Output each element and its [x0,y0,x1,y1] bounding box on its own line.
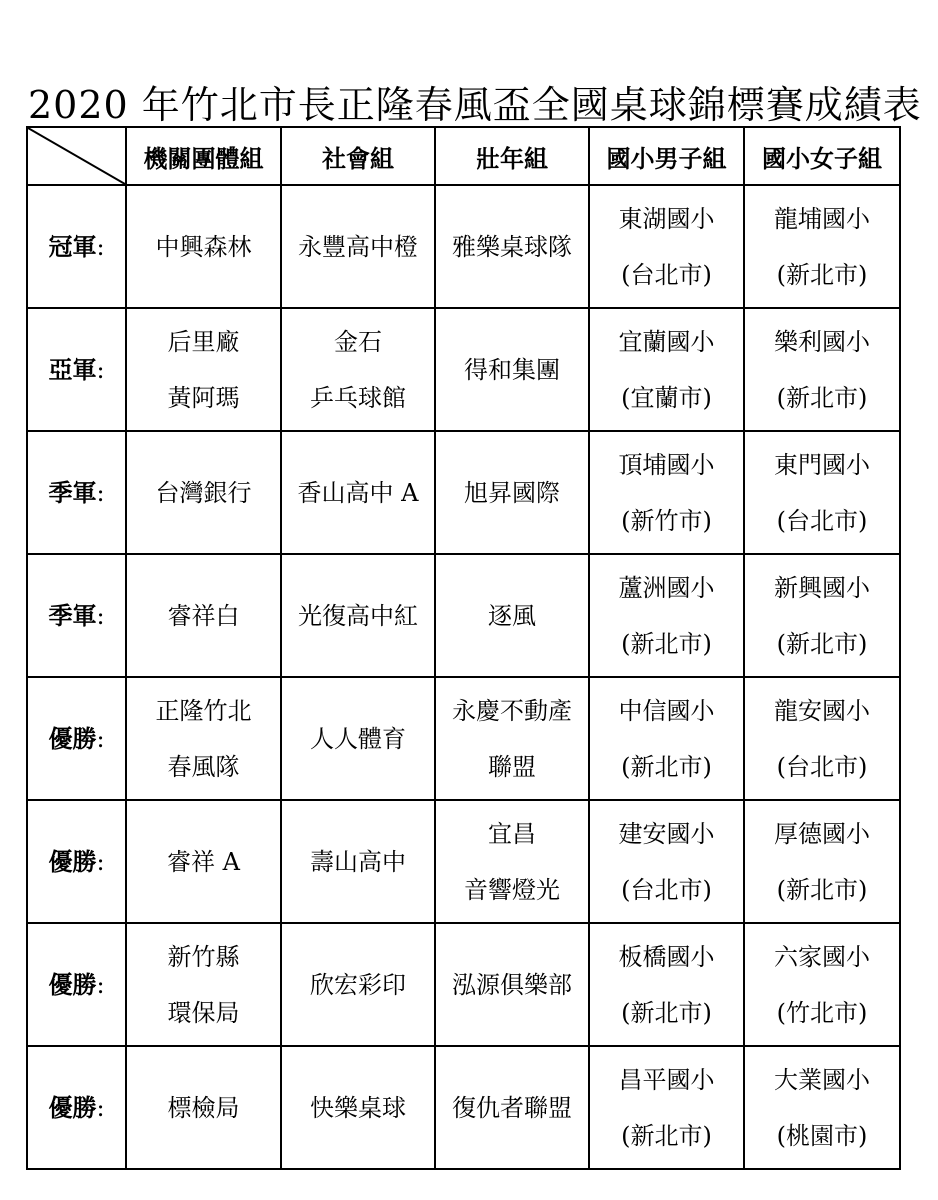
table-row [27,308,900,431]
result-cell [435,554,589,677]
result-cell [126,1046,281,1169]
team-name: 快樂桌球 [310,1093,406,1122]
rank-label: 冠軍 [48,232,97,261]
result-cell [281,554,435,677]
rank-cell [27,1046,126,1169]
header-row [27,127,900,185]
team-name: 龍安國小 [774,696,870,725]
team-name: 頂埔國小 [618,450,715,479]
result-cell [589,923,744,1046]
team-location: (新北市) [621,1121,712,1150]
result-cell [281,1046,435,1169]
result-cell [744,554,900,677]
rank-separator: : [96,232,105,261]
corner-cell [27,127,126,185]
result-cell [281,923,435,1046]
team-name: 大業國小 [774,1065,870,1094]
header-division-social: 社會組 [281,127,435,185]
table-row [27,554,900,677]
rank-separator: : [96,478,105,507]
team-name-line: 黃阿瑪 [167,383,240,412]
rank-cell [27,800,126,923]
team-name-line: 音響燈光 [464,875,560,904]
result-cell [744,308,900,431]
rank-label: 季軍 [48,601,97,630]
team-name: 厚德國小 [774,819,870,848]
team-name-line: 春風隊 [167,752,240,781]
team-location: (台北市) [621,875,712,904]
team-name: 壽山高中 [310,847,406,876]
table-row [27,800,900,923]
result-cell [589,800,744,923]
rank-label: 優勝 [48,970,97,999]
team-name-line: 乒乓球館 [310,383,406,412]
result-cell [744,185,900,308]
result-cell [281,185,435,308]
header-division-elem-boys: 國小男子組 [589,127,744,185]
team-name: 東湖國小 [618,204,715,233]
team-location: (新北市) [776,260,868,289]
team-name: 泓源俱樂部 [452,970,572,999]
team-location: (竹北市) [776,998,868,1027]
rank-cell [27,431,126,554]
team-name: 香山高中 A [297,478,419,507]
header-division-elem-girls: 國小女子組 [744,127,900,185]
rank-separator: : [96,1093,105,1122]
table-row [27,1046,900,1169]
table-row [27,677,900,800]
team-name: 睿祥白 [167,601,240,630]
team-location: (台北市) [776,506,868,535]
table-row [27,431,900,554]
rank-label: 優勝 [48,847,97,876]
team-name: 中信國小 [618,696,715,725]
rank-separator: : [96,355,105,384]
result-cell [126,800,281,923]
rank-label: 優勝 [48,724,97,753]
result-cell [589,677,744,800]
team-name: 金石 [334,327,382,356]
rank-cell [27,923,126,1046]
rank-separator: : [96,601,105,630]
result-cell [435,1046,589,1169]
team-location: (台北市) [776,752,868,781]
team-location: (新北市) [776,383,868,412]
result-cell [126,308,281,431]
team-name: 標檢局 [167,1093,240,1122]
rank-separator: : [96,970,105,999]
team-location: (新竹市) [621,506,712,535]
rank-label: 季軍 [48,478,97,507]
team-name: 雅樂桌球隊 [452,232,572,261]
team-name: 中興森林 [155,232,252,261]
rank-label: 亞軍 [48,355,97,384]
team-name: 欣宏彩印 [310,970,406,999]
team-name: 新興國小 [774,573,870,602]
team-name: 建安國小 [618,819,715,848]
result-cell [281,308,435,431]
team-name: 人人體育 [310,724,406,753]
team-name: 復仇者聯盟 [452,1093,572,1122]
team-name: 睿祥 A [167,847,240,876]
result-cell [744,800,900,923]
team-name-line: 環保局 [167,998,240,1027]
result-cell [435,431,589,554]
team-location: (桃園市) [776,1121,868,1150]
team-location: (台北市) [621,260,712,289]
team-name: 新竹縣 [167,942,240,971]
result-cell [744,1046,900,1169]
team-name: 六家國小 [774,942,870,971]
team-location: (新北市) [621,998,712,1027]
team-name: 東門國小 [774,450,870,479]
result-cell [435,185,589,308]
team-location: (新北市) [621,752,712,781]
table-row [27,923,900,1046]
team-name: 逐風 [488,601,536,630]
team-name: 得和集團 [464,355,560,384]
result-cell [281,431,435,554]
team-name: 宜昌 [488,819,536,848]
diagonal-divider [28,128,125,184]
result-cell [744,431,900,554]
result-cell [744,677,900,800]
result-cell [435,800,589,923]
result-cell [281,800,435,923]
team-name: 旭昇國際 [464,478,560,507]
team-location: (新北市) [776,629,868,658]
rank-cell [27,185,126,308]
result-cell [589,431,744,554]
rank-separator: : [96,724,105,753]
team-name: 板橋國小 [618,942,715,971]
result-cell [589,1046,744,1169]
result-cell [435,308,589,431]
rank-cell [27,308,126,431]
result-cell [281,677,435,800]
result-cell [589,185,744,308]
team-name-line: 聯盟 [488,752,536,781]
rank-label: 優勝 [48,1093,97,1122]
header-division-senior: 壯年組 [435,127,589,185]
rank-cell [27,677,126,800]
team-name: 宜蘭國小 [618,327,715,356]
result-cell [435,677,589,800]
team-location: (新北市) [621,629,712,658]
team-name: 樂利國小 [774,327,870,356]
rank-separator: : [96,847,105,876]
result-cell [126,554,281,677]
team-name: 昌平國小 [618,1065,715,1094]
result-cell [744,923,900,1046]
result-cell [126,185,281,308]
table-row [27,185,900,308]
team-name: 正隆竹北 [155,696,252,725]
team-name: 后里廠 [167,327,240,356]
result-cell [435,923,589,1046]
result-cell [589,554,744,677]
result-cell [126,431,281,554]
results-body [27,185,900,1169]
team-location: (宜蘭市) [621,383,712,412]
team-name: 龍埔國小 [774,204,870,233]
team-location: (新北市) [776,875,868,904]
team-name: 台灣銀行 [155,478,252,507]
result-cell [126,923,281,1046]
results-table [26,126,901,1170]
team-name: 光復高中紅 [298,601,418,630]
result-cell [589,308,744,431]
team-name: 蘆洲國小 [618,573,715,602]
header-division-org: 機關團體組 [126,127,281,185]
result-cell [126,677,281,800]
page-title: 2020 年竹北市長正隆春風盃全國桌球錦標賽成績表 [28,83,922,127]
team-name: 永慶不動產 [452,696,572,725]
rank-cell [27,554,126,677]
team-name: 永豐高中橙 [298,232,418,261]
